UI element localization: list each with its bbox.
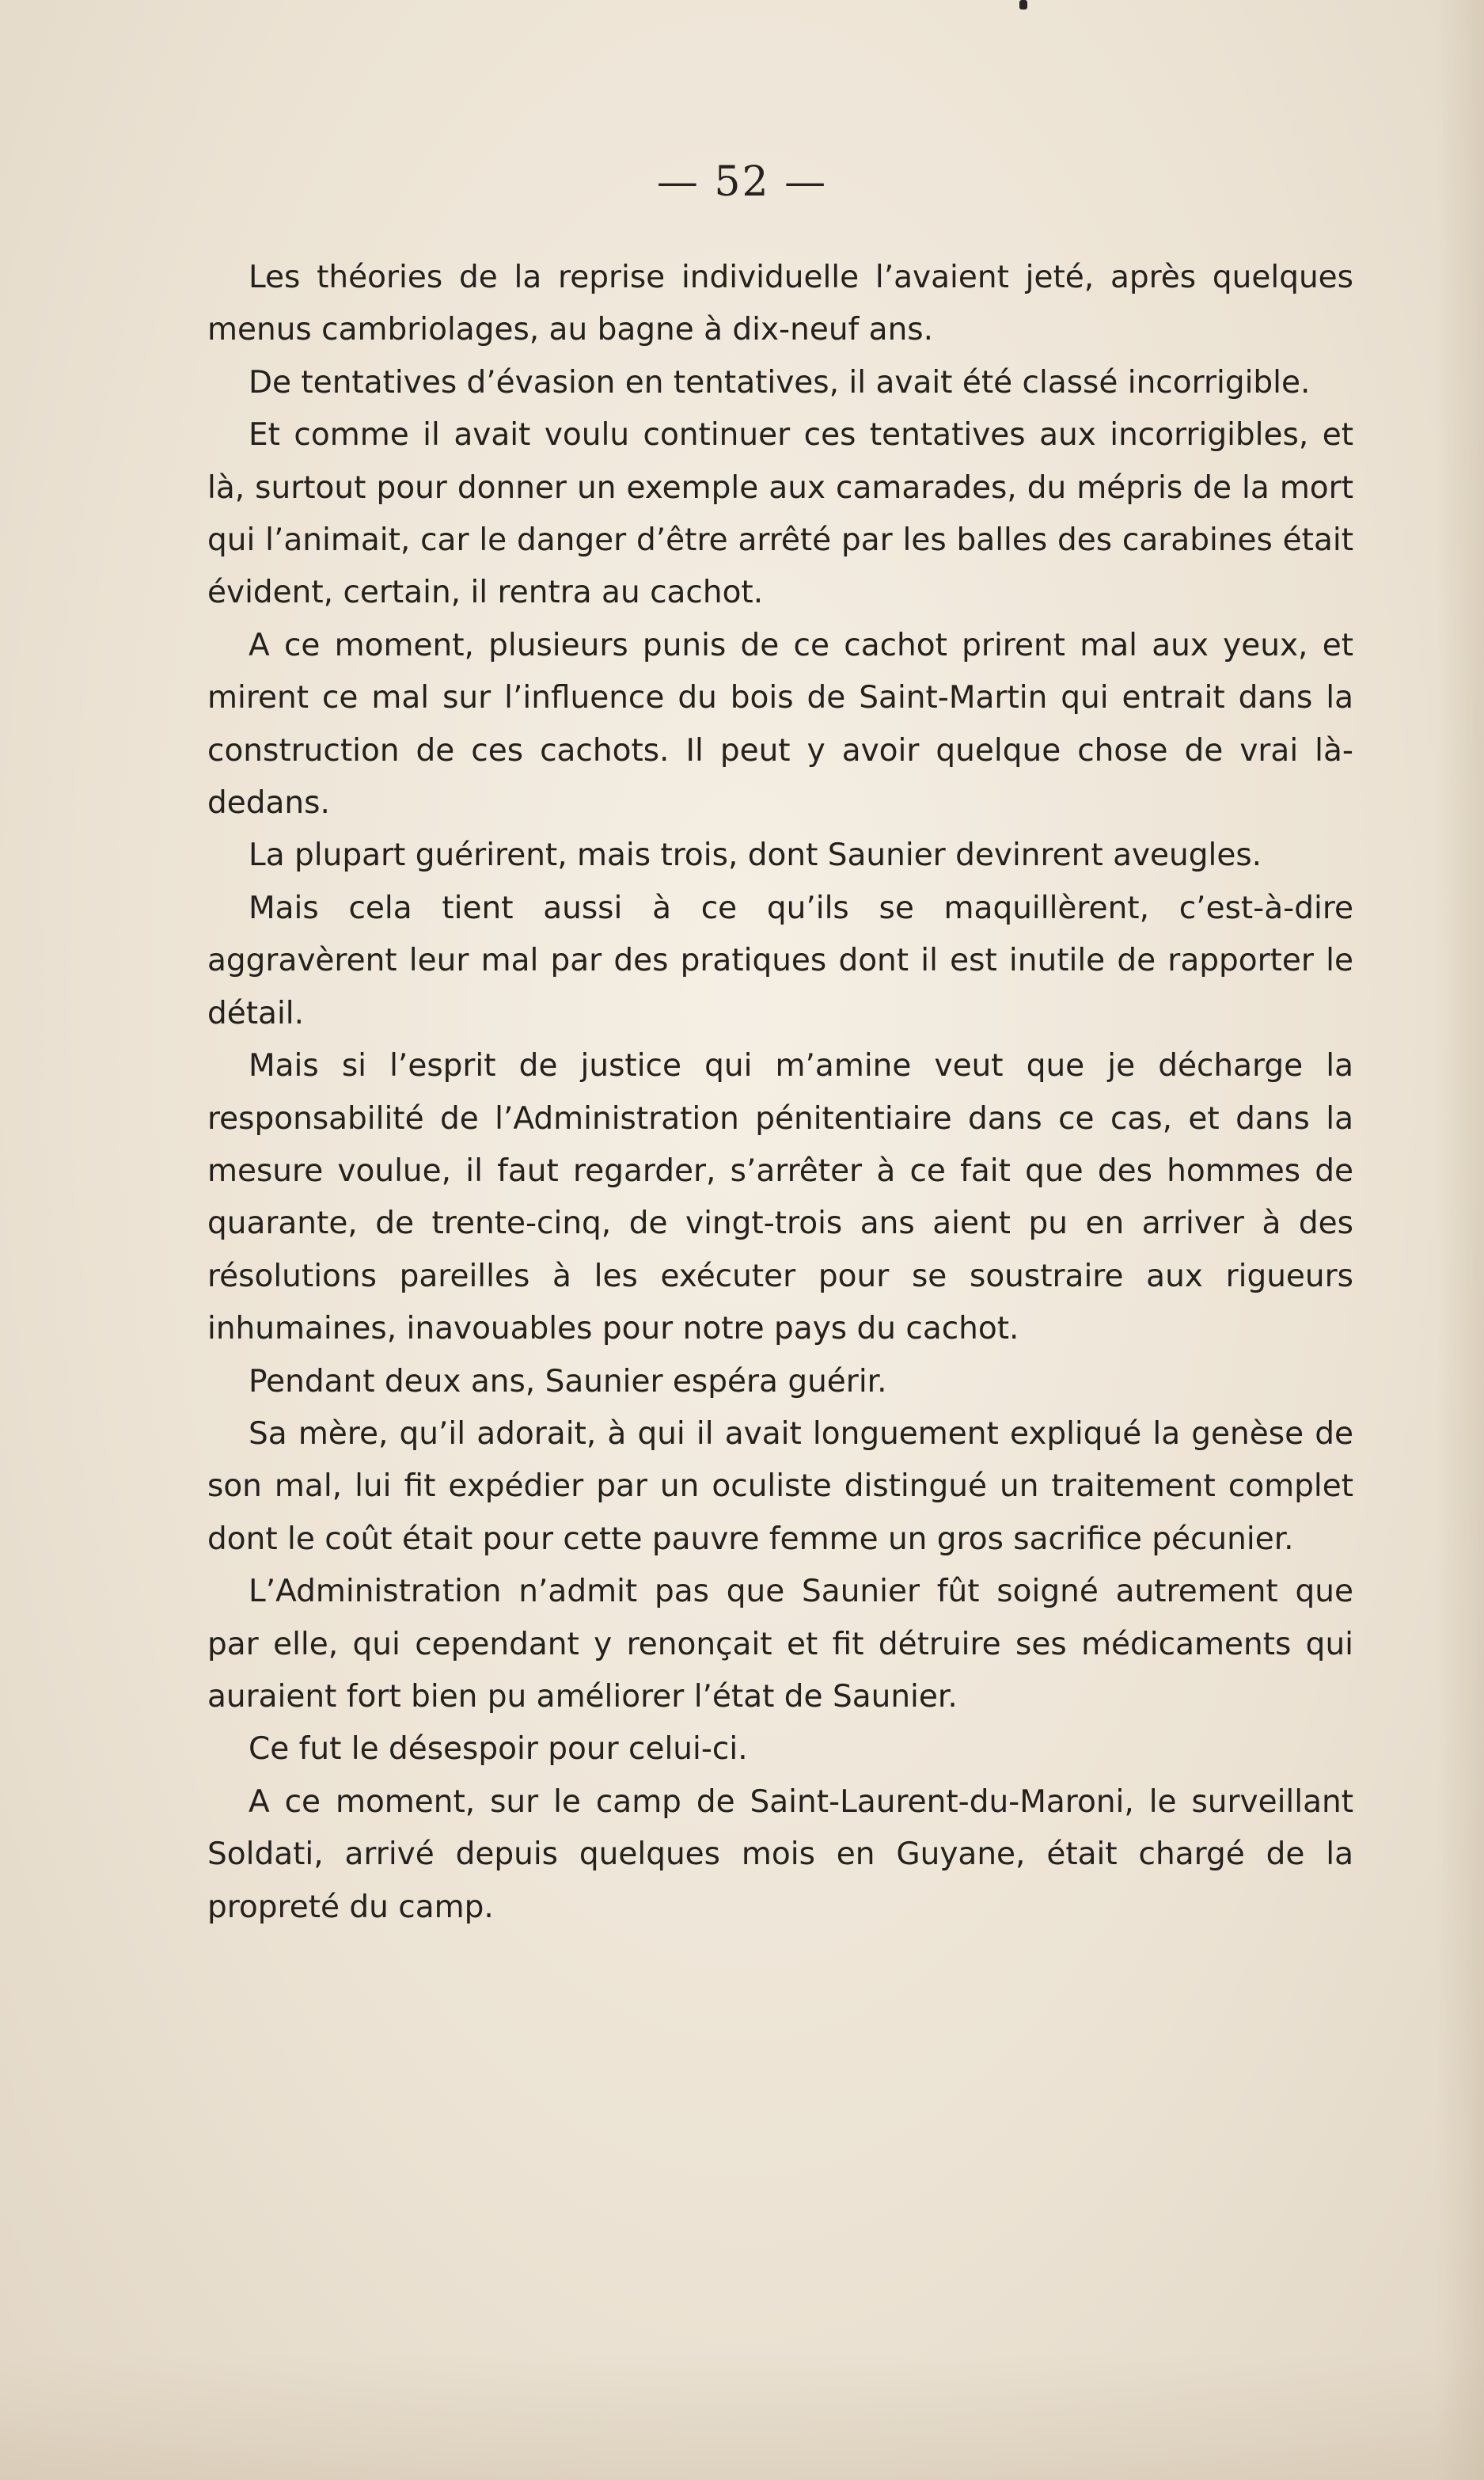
paragraph: Et comme il avait voulu continuer ces tentatives aux incorrigibles, et là, surtout pour donner un exemple aux camarades, du mépris de la mort qui l’animait, car le danger d’être arrêté par les balles des carabines était évident, certain, il rentra au cachot.: [207, 417, 1353, 611]
page-number: — 52 —: [656, 158, 828, 206]
paragraph: Sa mère, qu’il adorait, à qui il avait longuement expliqué la genèse de son mal, lui fit expédier par un oculiste distingué un traitement complet dont le coût était pour cette pauvre femme un gros sacrifice pécunier.: [207, 1415, 1353, 1557]
paragraph: Ce fut le désespoir pour celui-ci.: [249, 1731, 748, 1768]
paragraph: Pendant deux ans, Saunier espéra guérir.: [249, 1363, 887, 1400]
ink-speck: [1019, 0, 1027, 9]
paragraph: Mais cela tient aussi à ce qu’ils se maquillèrent, c’est-à-dire aggravèrent leur mal par des pratiques dont il est inutile de rapporter le détail.: [207, 890, 1353, 1031]
paragraph: A ce moment, plusieurs punis de ce cachot prirent mal aux yeux, et mirent ce mal sur l’influence du bois de Saint-Martin qui entrait dans la construction de ces cachots. Il peut y avoir quelque chose de vrai là-dedans.: [207, 627, 1353, 822]
paragraph: L’Administration n’admit pas que Saunier fût soigné autrement que par elle, qui cependant y renonçait et fit détruire ses médicaments qui auraient fort bien pu améliorer l’état de Saunier.: [207, 1574, 1353, 1715]
page-bottom-shadow: [0, 2353, 1484, 2480]
paragraph: La plupart guérirent, mais trois, dont Saunier devinrent aveugles.: [249, 837, 1262, 874]
paragraph: A ce moment, sur le camp de Saint-Laurent-du-Maroni, le surveillant Soldati, arrivé depuis quelques mois en Guyane, était chargé de la propreté du camp.: [207, 1783, 1353, 1925]
body-text: [207, 252, 1353, 1934]
page-edge-shadow: [1437, 0, 1484, 2480]
paragraph: De tentatives d’évasion en tentatives, il avait été classé incorrigible.: [249, 364, 1311, 401]
paragraph: Mais si l’esprit de justice qui m’amine veut que je décharge la responsabilité de l’Administration pénitentiaire dans ce cas, et dans la mesure voulue, il faut regarder, s’arrêter à ce fait que des hommes de quarante, de trente-cinq, de vingt-trois ans aient pu en arriver à des résolutions pareilles à les exécuter pour se soustraire aux rigueurs inhumaines, inavouables pour notre pays du cachot.: [207, 1048, 1353, 1347]
paragraph: Les théories de la reprise individuelle l’avaient jeté, après quelques menus cambriolages, au bagne à dix-neuf ans.: [207, 260, 1353, 348]
